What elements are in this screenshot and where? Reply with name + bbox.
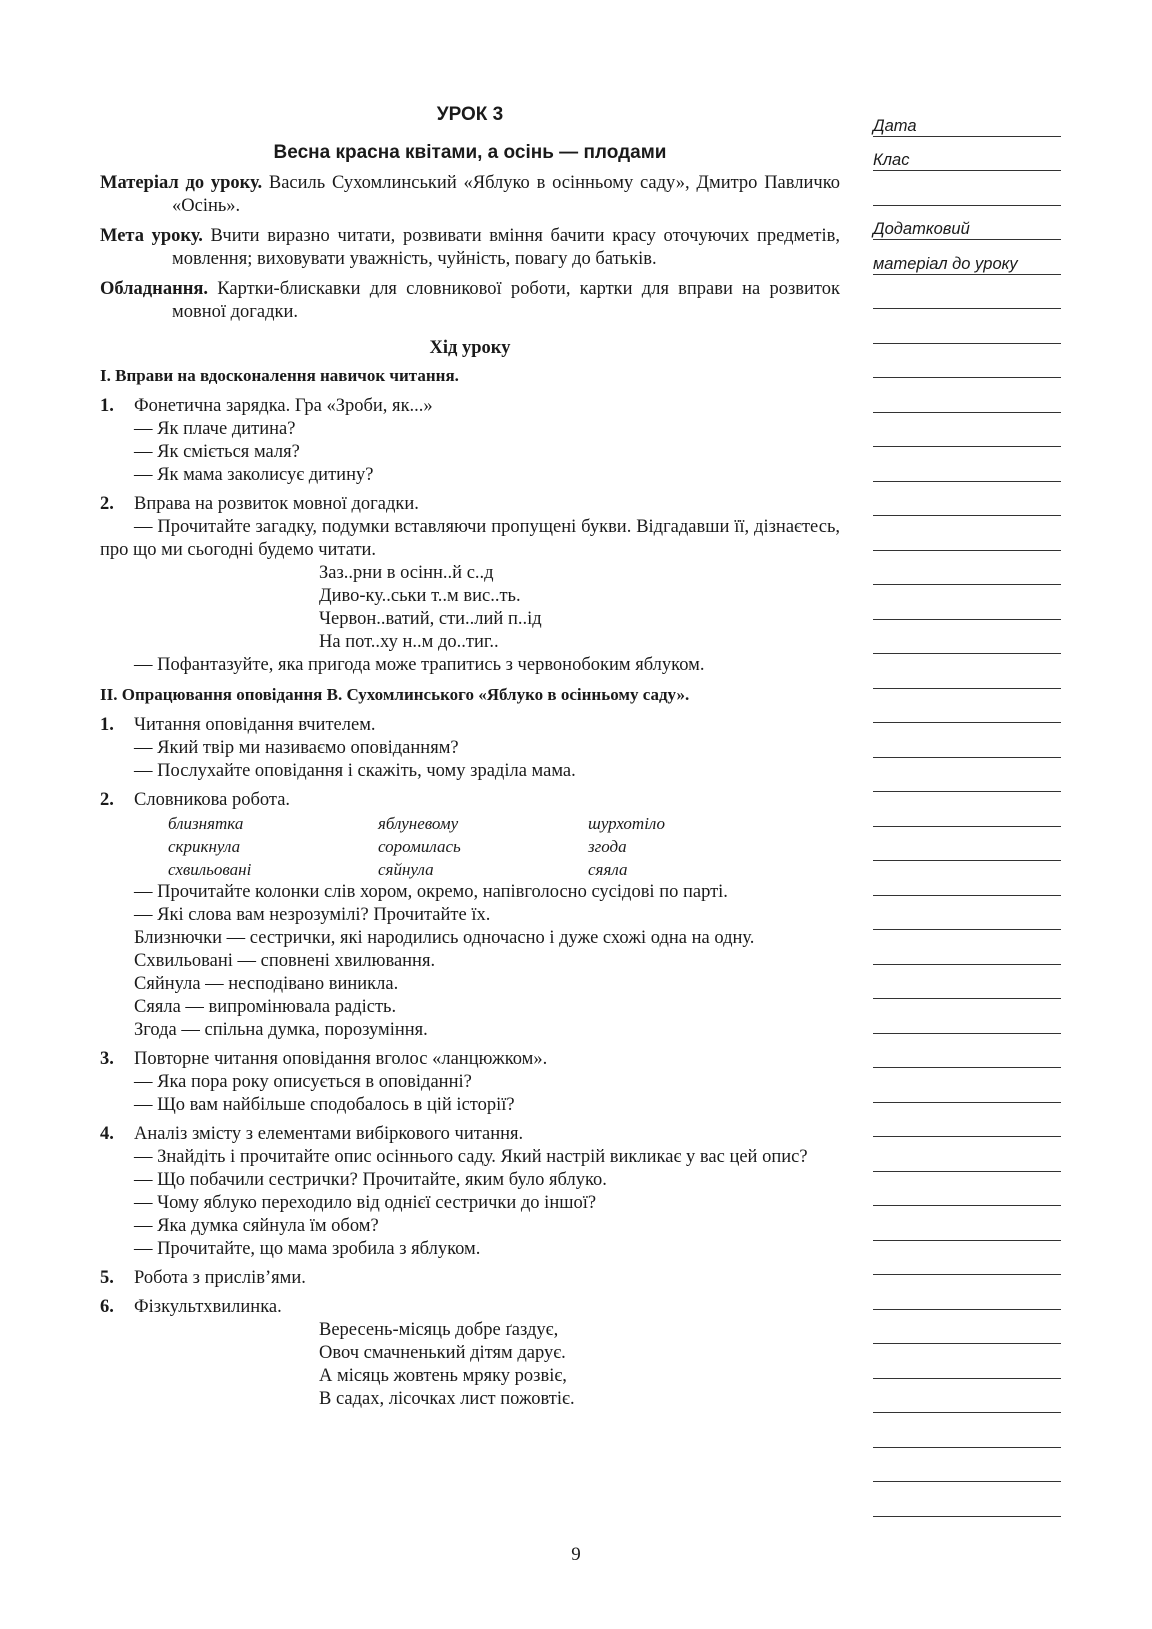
blank-note-line bbox=[873, 1241, 1061, 1276]
section1-item1 bbox=[100, 395, 840, 487]
dialog-line: — Чому яблуко переходило від однієї сестрички до іншої? bbox=[134, 1193, 597, 1213]
vocab-word: близнятка bbox=[168, 814, 244, 833]
dialog-line: — Прочитайте, що мама зробила з яблуком. bbox=[134, 1239, 481, 1259]
blank-note-line bbox=[873, 171, 1061, 206]
dialog-line: — Що вам найбільше сподобалось в цій історії? bbox=[134, 1095, 515, 1115]
blank-note-line bbox=[873, 1310, 1061, 1345]
blank-note-line bbox=[873, 620, 1061, 655]
vocab-word: сяяла bbox=[588, 860, 628, 879]
material-label: Матеріал до уроку. bbox=[100, 173, 263, 193]
item-number: 6. bbox=[100, 1297, 114, 1317]
blank-note-line bbox=[873, 378, 1061, 413]
blank-note-line bbox=[873, 413, 1061, 448]
blank-note-line bbox=[873, 1172, 1061, 1207]
riddle-line: Заз..рни в осінн..й с..д bbox=[319, 563, 494, 583]
blank-note-line bbox=[873, 792, 1061, 827]
item-title: Фізкультхвилинка. bbox=[134, 1297, 282, 1317]
equipment-paragraph bbox=[100, 278, 840, 324]
section2-item4 bbox=[100, 1123, 840, 1261]
blank-note-line bbox=[873, 689, 1061, 724]
date-label: Дата bbox=[873, 116, 917, 135]
blank-note-line bbox=[873, 309, 1061, 344]
riddle-outro: — Пофантазуйте, яка пригода може трапитись з червонобоким яблуком. bbox=[134, 655, 705, 675]
section2-item2 bbox=[100, 789, 840, 1042]
equipment-label: Обладнання. bbox=[100, 279, 209, 299]
lesson-title: УРОК 3 bbox=[436, 104, 504, 125]
vocab-word: схвильовані bbox=[168, 860, 252, 879]
goal-label: Мета уроку. bbox=[100, 226, 203, 246]
blank-note-line bbox=[873, 1103, 1061, 1138]
vocab-word: шурхотіло bbox=[588, 814, 666, 833]
blank-note-line bbox=[873, 827, 1061, 862]
vocab-word: сяйнула bbox=[378, 860, 434, 879]
item-number: 1. bbox=[100, 715, 114, 735]
goal-text: Вчити виразно читати, розвивати вміння бачити красу оточуючих предметів, мовлення; виховувати уважність, чуйність, повагу до батьків. bbox=[172, 226, 840, 269]
material-paragraph bbox=[100, 172, 840, 218]
definition: Сяйнула — несподівано виникла. bbox=[134, 974, 399, 994]
poem-line: Вересень-місяць добре ґаздує, bbox=[319, 1320, 559, 1340]
blank-note-line bbox=[873, 999, 1061, 1034]
dialog-line: — Який твір ми називаємо оповіданням? bbox=[134, 738, 459, 758]
item-title: Аналіз змісту з елементами вибіркового читання. bbox=[134, 1124, 524, 1144]
equipment-text: Картки-блискавки для словникової роботи, картки для вправи на розвиток мовної догадки. bbox=[172, 279, 840, 322]
section1-heading: I. Вправи на вдосконалення навичок читання. bbox=[100, 366, 459, 385]
blank-note-line bbox=[873, 1068, 1061, 1103]
item-number: 2. bbox=[100, 494, 114, 514]
dialog-line: — Прочитайте колонки слів хором, окремо, напівголосно сусідові по парті. bbox=[134, 882, 728, 902]
blank-note-line bbox=[873, 965, 1061, 1000]
blank-note-line bbox=[873, 1034, 1061, 1069]
item-title: Словникова робота. bbox=[134, 790, 291, 810]
poem-line: Овоч смачненький дітям дарує. bbox=[319, 1343, 566, 1363]
blank-note-line bbox=[873, 723, 1061, 758]
extra-material-line bbox=[873, 206, 1061, 241]
notes-margin-column bbox=[873, 102, 1061, 1517]
poem-line: В садах, лісочках лист пожовтіє. bbox=[319, 1389, 575, 1409]
blank-note-line bbox=[873, 1379, 1061, 1414]
dialog-line: — Послухайте оповідання і скажіть, чому зраділа мама. bbox=[134, 761, 576, 781]
course-heading: Хід уроку bbox=[429, 338, 511, 358]
section2-heading: II. Опрацювання оповідання В. Сухомлинського «Яблуко в осінньому саду». bbox=[100, 685, 690, 704]
lesson-content bbox=[100, 103, 840, 1417]
blank-note-line bbox=[873, 275, 1061, 310]
dialog-line: — Яка пора року описується в оповіданні? bbox=[134, 1072, 472, 1092]
item-number: 5. bbox=[100, 1268, 114, 1288]
riddle-line: Червон..ватий, сти..лий п..ід bbox=[319, 609, 542, 629]
riddle-line: Диво-ку..ськи т..м вис..ть. bbox=[319, 586, 521, 606]
item-title: Читання оповідання вчителем. bbox=[134, 715, 376, 735]
page-number: 9 bbox=[571, 1544, 581, 1565]
blank-note-line bbox=[873, 551, 1061, 586]
blank-note-line bbox=[873, 344, 1061, 379]
blank-note-line bbox=[873, 447, 1061, 482]
dialog-line: — Як плаче дитина? bbox=[134, 419, 296, 439]
dialog-line: — Знайдіть і прочитайте опис осіннього саду. Який настрій викликає у вас цей опис? bbox=[134, 1147, 808, 1167]
blank-note-line bbox=[873, 1206, 1061, 1241]
item-number: 1. bbox=[100, 396, 114, 416]
lesson-subtitle: Весна красна квітами, а осінь — плодами bbox=[273, 142, 667, 163]
riddle-intro: — Прочитайте загадку, подумки вставляючи пропущені букви. Відгадавши її, дізнаєтесь, про що ми сьогодні будемо читати. bbox=[100, 517, 840, 560]
dialog-line: — Як сміється маля? bbox=[134, 442, 300, 462]
poem-line: А місяць жовтень мряку розвіє, bbox=[319, 1366, 567, 1386]
item-title: Фонетична зарядка. Гра «Зроби, як...» bbox=[134, 396, 433, 416]
item-number: 3. bbox=[100, 1049, 114, 1069]
vocabulary-words bbox=[100, 812, 840, 881]
date-line bbox=[873, 102, 1061, 137]
dialog-line: — Як мама заколисує дитину? bbox=[134, 465, 374, 485]
blank-note-line bbox=[873, 1448, 1061, 1483]
vocab-word: скрикнула bbox=[168, 837, 241, 856]
definition: Згода — спільна думка, порозуміння. bbox=[134, 1020, 428, 1040]
blank-note-line bbox=[873, 758, 1061, 793]
item-title: Вправа на розвиток мовної догадки. bbox=[134, 494, 419, 514]
blank-note-line bbox=[873, 585, 1061, 620]
section2-item6 bbox=[100, 1296, 840, 1411]
dialog-line: — Яка думка сяйнула їм обом? bbox=[134, 1216, 379, 1236]
definition: Сяяла — випромінювала радість. bbox=[134, 997, 397, 1017]
section1-item2 bbox=[100, 493, 840, 677]
blank-note-line bbox=[873, 1413, 1061, 1448]
material-text: Василь Сухомлинський «Яблуко в осінньому саду», Дмитро Павличко «Осінь». bbox=[172, 173, 840, 216]
blank-note-line bbox=[873, 482, 1061, 517]
vocab-word: згода bbox=[588, 837, 627, 856]
dialog-line: — Які слова вам незрозумілі? Прочитайте їх. bbox=[134, 905, 491, 925]
extra-material-label: Додатковий bbox=[873, 220, 970, 238]
blank-note-line bbox=[873, 1275, 1061, 1310]
section2-item1 bbox=[100, 714, 840, 783]
blank-note-line bbox=[873, 516, 1061, 551]
section2-item5 bbox=[100, 1267, 840, 1290]
vocab-word: яблуневому bbox=[378, 814, 459, 833]
section2-item3 bbox=[100, 1048, 840, 1117]
blank-note-line bbox=[873, 930, 1061, 965]
blank-note-line bbox=[873, 1482, 1061, 1517]
item-number: 4. bbox=[100, 1124, 114, 1144]
class-line bbox=[873, 137, 1061, 172]
extra-material-label: матеріал до уроку bbox=[873, 254, 1018, 273]
blank-note-line bbox=[873, 1137, 1061, 1172]
goal-paragraph bbox=[100, 225, 840, 271]
class-label: Клас bbox=[873, 151, 910, 169]
blank-note-line bbox=[873, 654, 1061, 689]
extra-material-line bbox=[873, 240, 1061, 275]
item-title: Повторне читання оповідання вголос «ланцюжком». bbox=[134, 1049, 548, 1069]
item-title: Робота з прислів’ями. bbox=[134, 1268, 306, 1288]
blank-note-line bbox=[873, 896, 1061, 931]
blank-note-line bbox=[873, 1344, 1061, 1379]
definition: Схвильовані — сповнені хвилювання. bbox=[134, 951, 436, 971]
item-number: 2. bbox=[100, 790, 114, 810]
definition: Близнючки — сестрички, які народились одночасно і дуже схожі одна на одну. bbox=[134, 928, 755, 948]
blank-note-line bbox=[873, 861, 1061, 896]
dialog-line: — Що побачили сестрички? Прочитайте, яким було яблуко. bbox=[134, 1170, 607, 1190]
riddle-line: На пот..ху н..м до..тиг.. bbox=[319, 632, 499, 652]
vocab-word: соромилась bbox=[378, 837, 461, 856]
